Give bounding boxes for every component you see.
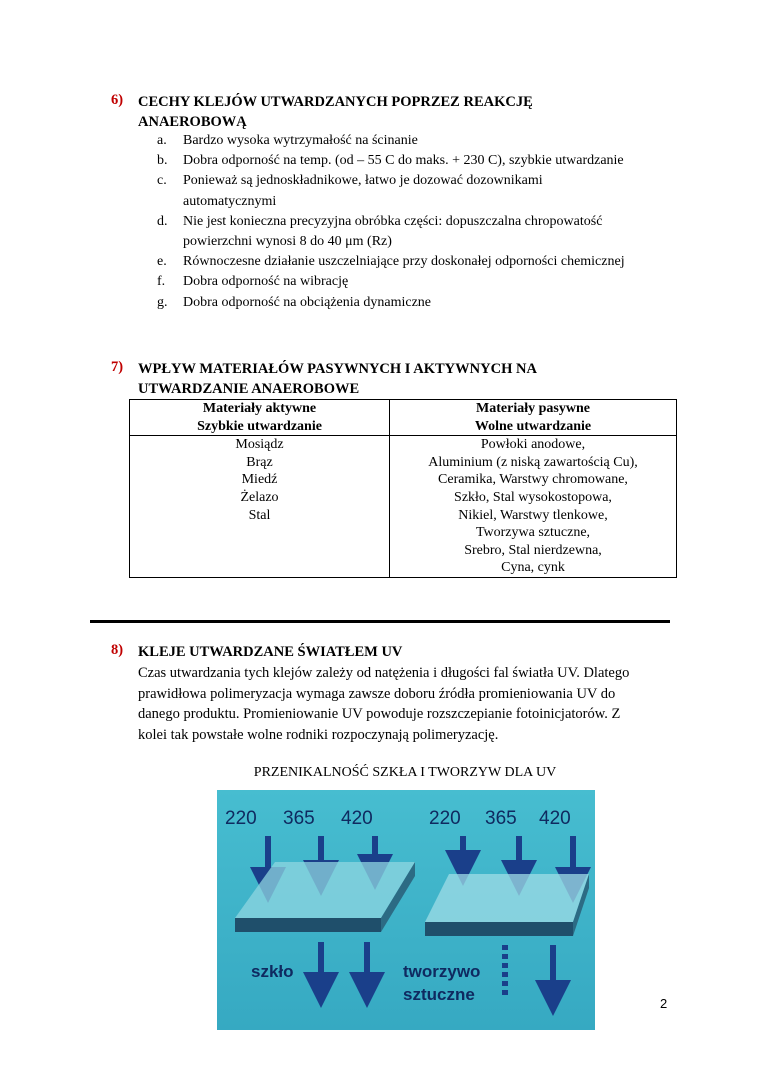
section-6-number: 6) [111,92,124,108]
paragraph-line: Czas utwardzania tych klejów zależy od natężenia i długości fal światła UV. Dlatego [138,665,630,681]
list-item [157,293,703,313]
list-letter: a. [157,133,167,148]
passive-material: Ceramika, Warstwy chromowane, [438,472,628,488]
active-material: Mosiądz [235,437,284,453]
table-header-active [130,400,390,436]
wavelength-label: 220 [225,808,257,829]
list-item [157,131,703,151]
horizontal-divider [90,620,670,623]
wavelength-label: 365 [283,808,315,829]
section-6-title [138,92,533,132]
page-number: 2 [660,996,668,1011]
list-item [157,171,703,211]
active-material: Stal [248,507,271,523]
list-letter: c. [157,173,167,189]
plastic-plate-top [425,874,589,922]
glass-label: szkło [251,962,294,981]
passive-material: Cyna, cynk [501,560,565,576]
list-text: Ponieważ są jednoskładnikowe, łatwo je dozować dozownikami automatycznymi [183,173,543,209]
plastic-plate-front [425,922,573,936]
section-6-list [157,131,703,313]
glass-plate-front [235,918,381,932]
active-materials-cell [130,436,390,578]
list-text: Dobra odporność na obciążenia dynamiczne [183,294,432,310]
wavelength-label: 365 [485,808,517,829]
uv-transmission-figure [217,790,595,1030]
list-letter: e. [157,254,167,270]
paragraph-line: prawidłowa polimeryzacja wymaga zawsze doboru źródła promieniowania UV do [138,685,616,702]
plastic-label-line2: sztuczne [403,985,475,1004]
passive-material: Srebro, Stal nierdzewna, [464,542,602,558]
table-header-row [130,400,677,436]
list-letter: b. [157,153,168,169]
list-letter: g. [157,294,168,310]
section-7-number: 7) [111,359,124,375]
list-text: Bardzo wysoka wytrzymałość na ścinanie [183,133,418,148]
figure-caption: PRZENIKALNOŚĆ SZKŁA I TWORZYW DLA UV [253,765,557,780]
header-passive-line2: Wolne utwardzanie [474,418,592,434]
header-passive-line1: Materiały pasywne [476,401,590,416]
list-item [157,272,703,292]
list-item [157,252,703,272]
passive-material: Tworzywa sztuczne, [475,525,591,541]
list-text: Nie jest konieczna precyzyjna obróbka części: dopuszczalna chropowatość powierzchni wynosi 8 do 40 μm (Rz) [183,213,603,250]
passive-material: Aluminium (z niską zawartością Cu), [428,454,638,470]
section-7-title-line2: UTWARDZANIE ANAEROBOWE [138,381,360,397]
list-item [157,212,703,252]
passive-material: Powłoki anodowe, [480,437,586,453]
passive-material: Szkło, Stal wysokostopowa, [454,489,612,505]
passive-material: Nikiel, Warstwy tlenkowe, [458,507,608,523]
section-6-title-line1: CECHY KLEJÓW UTWARDZANYCH POPRZEZ REAKCJĘ [138,94,533,110]
active-material: Żelazo [240,489,279,505]
list-text: Dobra odporność na temp. (od – 55 C do maks. + 230 C), szybkie utwardzanie [183,153,624,169]
header-active-line2: Szybkie utwardzanie [197,418,322,434]
section-6-title-line2: ANAEROBOWĄ [138,114,247,130]
paragraph-line: kolei tak powstałe wolne rodniki rozpoczynają polimeryzację. [138,726,499,743]
section-7-title [138,359,537,399]
section-7-title-line1: WPŁYW MATERIAŁÓW PASYWNYCH I AKTYWNYCH NA [138,361,537,377]
active-material: Brąz [246,454,273,470]
section-8-paragraph [138,663,668,745]
header-active-line1: Materiały aktywne [202,401,317,416]
wavelength-label: 420 [341,808,373,829]
active-material: Miedź [241,472,278,488]
paragraph-line: danego produktu. Promieniowanie UV powoduje rozszczepianie fotoinicjatorów. Z [138,706,621,722]
plastic-label-line1: tworzywo [403,962,481,981]
passive-materials-cell [390,436,677,578]
section-8-title: KLEJE UTWARDZANE ŚWIATŁEM UV [138,644,403,660]
table-header-passive [390,400,677,436]
list-text: Równoczesne działanie uszczelniające przy doskonałej odporności chemicznej [183,254,625,270]
list-letter: d. [157,213,168,229]
list-letter: f. [157,274,166,290]
table-row [130,436,677,578]
list-text: Dobra odporność na wibrację [183,274,349,290]
section-8-number: 8) [111,642,124,658]
materials-table [129,399,677,578]
list-item [157,151,703,171]
wavelength-label: 220 [429,808,461,829]
wavelength-label: 420 [539,808,571,829]
